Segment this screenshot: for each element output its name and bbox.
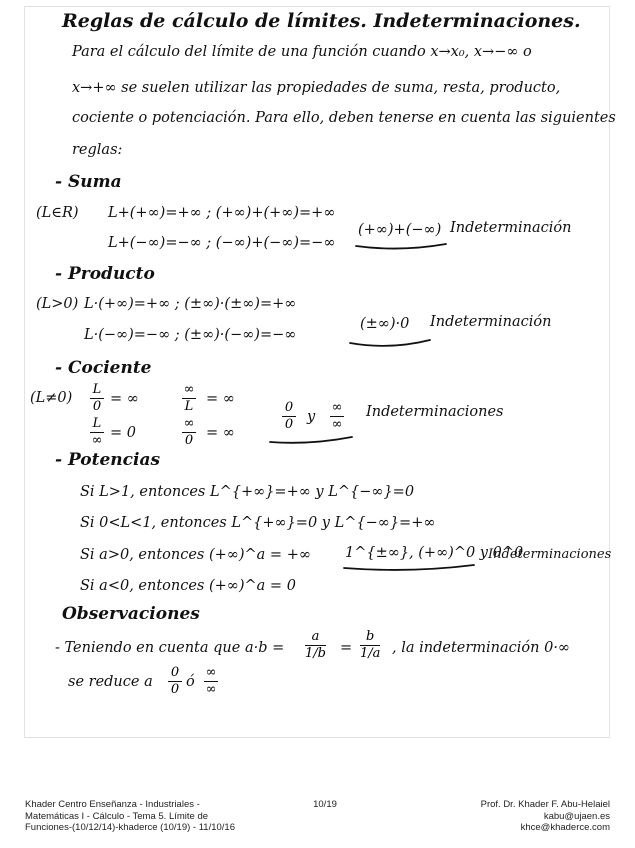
cociente-result-3: = 0: [110, 425, 136, 441]
footer-right-line: Prof. Dr. Khader F. Abu-Helaiel: [480, 799, 610, 810]
cociente-indeterminate-inf-over-inf: [330, 401, 344, 432]
observaciones-line-1-prefix: - Teniendo en cuenta que a·b =: [55, 640, 285, 656]
fraction-denominator: L: [184, 399, 194, 414]
potencias-rule-3: Si a>0, entonces (+∞)^a = +∞: [80, 547, 311, 563]
observaciones-equals: =: [340, 640, 353, 656]
section-heading-suma: - Suma: [55, 172, 122, 192]
suma-rule-1: L+(+∞)=+∞ ; (+∞)+(+∞)=+∞: [108, 205, 336, 221]
suma-rule-2: L+(−∞)=−∞ ; (−∞)+(−∞)=−∞: [108, 235, 336, 251]
producto-condition: (L>0): [36, 296, 79, 312]
suma-indeterminate-label: Indeterminación: [450, 220, 572, 236]
intro-line-1: Para el cálculo del límite de una función cuando x→x₀, x→−∞ o: [72, 44, 532, 60]
potencias-rule-4: Si a<0, entonces (+∞)^a = 0: [80, 578, 296, 594]
fraction-numerator: L: [92, 416, 102, 431]
section-heading-potencias: - Potencias: [55, 450, 161, 470]
cociente-condition: (L≠0): [30, 390, 73, 406]
fraction-numerator: b: [366, 629, 375, 644]
section-heading-cociente: - Cociente: [55, 358, 152, 378]
footer-author-info: [420, 799, 610, 834]
intro-line-3: cociente o potenciación. Para ello, deben tenerse en cuenta las siguientes: [72, 110, 616, 126]
producto-indeterminate-expression: (±∞)·0: [360, 316, 410, 332]
fraction-denominator: 0: [284, 417, 294, 432]
cociente-indeterminate-conjunction: y: [307, 409, 316, 425]
observaciones-fraction-a-over-inv-b: [305, 630, 326, 661]
potencias-rule-2: Si 0<L<1, entonces L^{+∞}=0 y L^{−∞}=+∞: [80, 515, 436, 531]
cociente-fraction-3: [90, 417, 104, 448]
fraction-denominator: 1/b: [305, 646, 326, 661]
fraction-numerator: L: [92, 382, 102, 397]
footer-course-info: [25, 799, 265, 834]
cociente-fraction-4: [182, 417, 196, 448]
cociente-indeterminate-zero-over-zero: [282, 401, 296, 432]
section-heading-producto: - Producto: [55, 264, 155, 284]
fraction-denominator: ∞: [331, 417, 343, 432]
fraction-numerator: 0: [170, 665, 180, 680]
cociente-indeterminate-label: Indeterminaciones: [366, 404, 504, 420]
producto-rule-1: L·(+∞)=+∞ ; (±∞)·(±∞)=+∞: [84, 296, 297, 312]
suma-indeterminate-expression: (+∞)+(−∞): [358, 222, 442, 238]
producto-rule-2: L·(−∞)=−∞ ; (±∞)·(−∞)=−∞: [84, 327, 297, 343]
fraction-numerator: 0: [284, 400, 294, 415]
footer-left-line: Matemáticas I - Cálculo - Tema 5. Límite de: [25, 810, 209, 822]
footer-left-line: Khader Centro Enseñanza - Industriales -: [25, 799, 200, 810]
observaciones-fraction-zero-over-zero: [168, 666, 182, 697]
section-heading-observaciones: Observaciones: [62, 604, 200, 624]
observaciones-line-2-prefix: se reduce a: [68, 674, 153, 690]
fraction-denominator: 0: [170, 682, 180, 697]
cociente-result-1: = ∞: [110, 391, 139, 407]
observaciones-fraction-b-over-inv-a: [360, 630, 380, 661]
cociente-result-4: = ∞: [206, 425, 235, 441]
suma-condition: (L∈R): [36, 205, 79, 221]
intro-line-4: reglas:: [72, 142, 123, 158]
footer-right-line: khce@khaderce.com: [520, 822, 610, 833]
page-title: Reglas de cálculo de límites. Indeterminaciones.: [62, 10, 581, 32]
intro-line-2: x→+∞ se suelen utilizar las propiedades de suma, resta, producto,: [72, 80, 561, 96]
fraction-numerator: ∞: [183, 382, 195, 397]
fraction-numerator: ∞: [331, 400, 343, 415]
footer-left-line: Funciones-(10/12/14)-khaderce (10/19) - 11/10/16: [25, 822, 236, 833]
fraction-denominator: ∞: [205, 682, 217, 697]
cociente-result-2: = ∞: [206, 391, 235, 407]
potencias-indeterminate-label: Indeterminaciones: [488, 547, 612, 562]
cociente-fraction-2: [182, 383, 196, 414]
producto-indeterminate-label: Indeterminación: [430, 314, 552, 330]
potencias-indeterminate-expression: 1^{±∞}, (+∞)^0 y 0^0: [345, 545, 524, 561]
cociente-fraction-1: [90, 383, 104, 414]
fraction-numerator: a: [311, 629, 320, 644]
potencias-rule-1: Si L>1, entonces L^{+∞}=+∞ y L^{−∞}=0: [80, 484, 415, 500]
fraction-denominator: 0: [184, 433, 194, 448]
observaciones-fraction-inf-over-inf: [204, 666, 218, 697]
fraction-denominator: 1/a: [360, 646, 381, 661]
observaciones-line-1-suffix: , la indeterminación 0·∞: [392, 640, 571, 656]
observaciones-line-2-or: ó: [186, 674, 195, 690]
fraction-denominator: 0: [92, 399, 102, 414]
footer-page-number: 10/19: [313, 799, 337, 810]
fraction-numerator: ∞: [205, 665, 217, 680]
fraction-denominator: ∞: [91, 433, 103, 448]
fraction-numerator: ∞: [183, 416, 195, 431]
footer-right-line: kabu@ujaen.es: [543, 810, 610, 822]
